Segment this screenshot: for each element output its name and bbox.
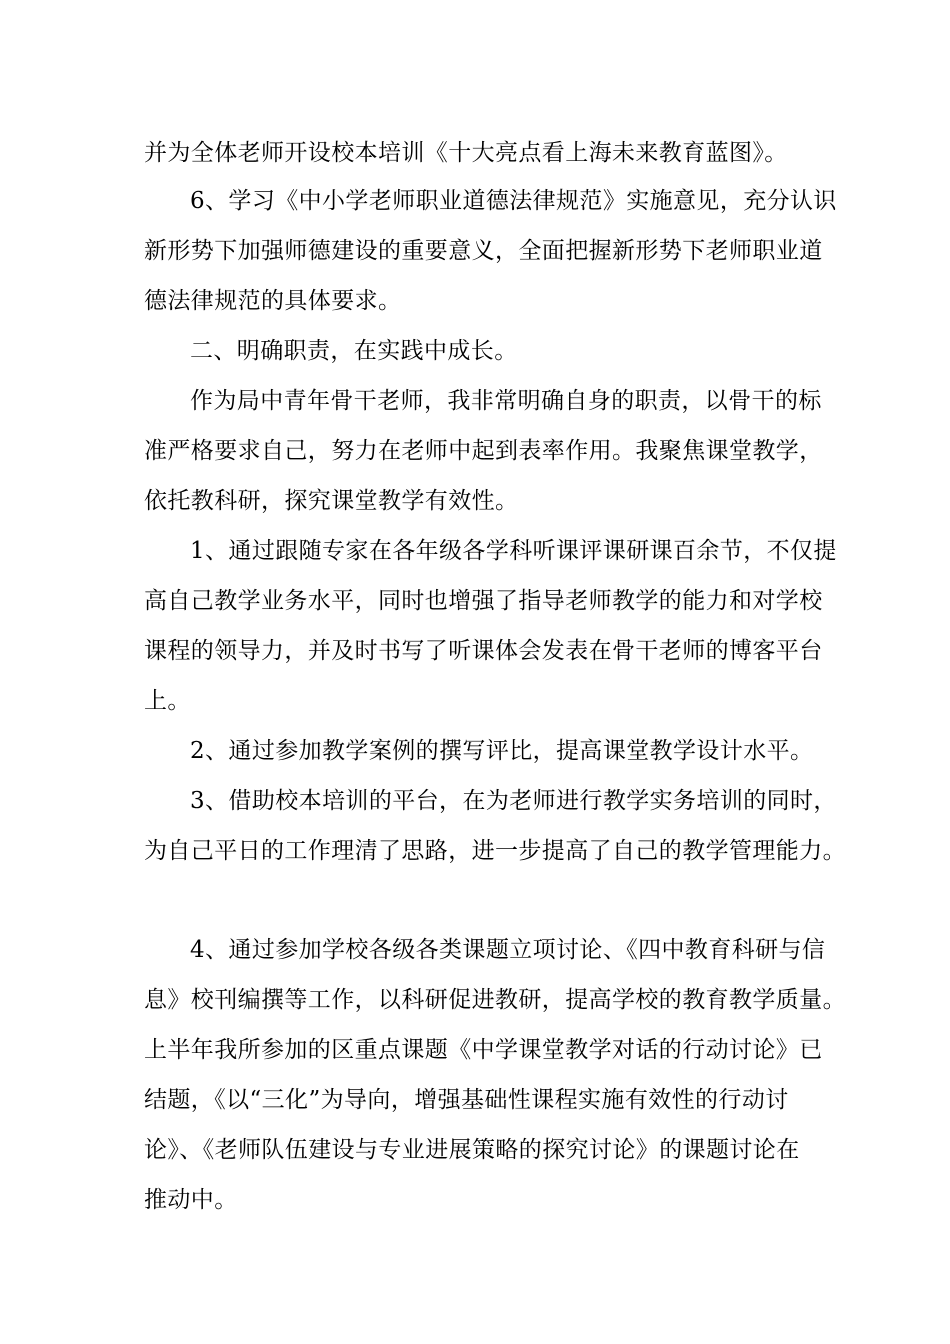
section-heading: 二、明确职责，在实践中成长。 bbox=[190, 338, 518, 364]
text-line-14: 3、借助校本培训的平台，在为老师进行教学实务培训的同时， bbox=[190, 788, 837, 814]
text-line-15: 为自己平日的工作理清了思路，进一步提高了自己的教学管理能力。 bbox=[144, 838, 846, 864]
text-line-11: 课程的领导力，并及时书写了听课体会发表在骨干老师的博客平台 bbox=[144, 638, 823, 664]
text-line-19: 结题，《以“三化”为导向，增强基础性课程实施有效性的行动讨 bbox=[144, 1087, 789, 1113]
text-line-18: 上半年我所参加的区重点课题《中学课堂教学对话的行动讨论》已 bbox=[144, 1037, 823, 1063]
text-line-10: 高自己教学业务水平，同时也增强了指导老师教学的能力和对学校 bbox=[144, 588, 823, 614]
text-line-1: 并为全体老师开设校本培训《十大亮点看上海未来教育蓝图》。 bbox=[144, 140, 788, 166]
text-line-21: 推动中。 bbox=[144, 1187, 238, 1213]
text-line-20: 论》、《老师队伍建设与专业进展策略的探究讨论》的课题讨论在 bbox=[144, 1137, 800, 1163]
text-line-6: 作为局中青年骨干老师，我非常明确自身的职责，以骨干的标 bbox=[190, 388, 822, 414]
text-line-8: 依托教科研，探究课堂教学有效性。 bbox=[144, 488, 519, 514]
text-line-12: 上。 bbox=[144, 688, 191, 714]
text-line-13: 2、通过参加教学案例的撰写评比，提高课堂教学设计水平。 bbox=[190, 738, 814, 764]
text-line-3: 新形势下加强师德建设的重要意义，全面把握新形势下老师职业道 bbox=[144, 238, 823, 264]
text-line-7: 准严格要求自己，努力在老师中起到表率作用。我聚焦课堂教学， bbox=[144, 438, 823, 464]
text-line-16: 4、通过参加学校各级各类课题立项讨论、《四中教育科研与信 bbox=[190, 937, 826, 963]
text-line-17: 息》校刊编撰等工作，以科研促进教研，提高学校的教育教学质量。 bbox=[144, 987, 846, 1013]
text-line-9: 1、通过跟随专家在各年级各学科听课评课研课百余节，不仅提 bbox=[190, 538, 837, 564]
text-line-2: 6、学习《中小学老师职业道德法律规范》实施意见，充分认识 bbox=[190, 188, 837, 214]
text-line-4: 德法律规范的具体要求。 bbox=[144, 288, 402, 314]
